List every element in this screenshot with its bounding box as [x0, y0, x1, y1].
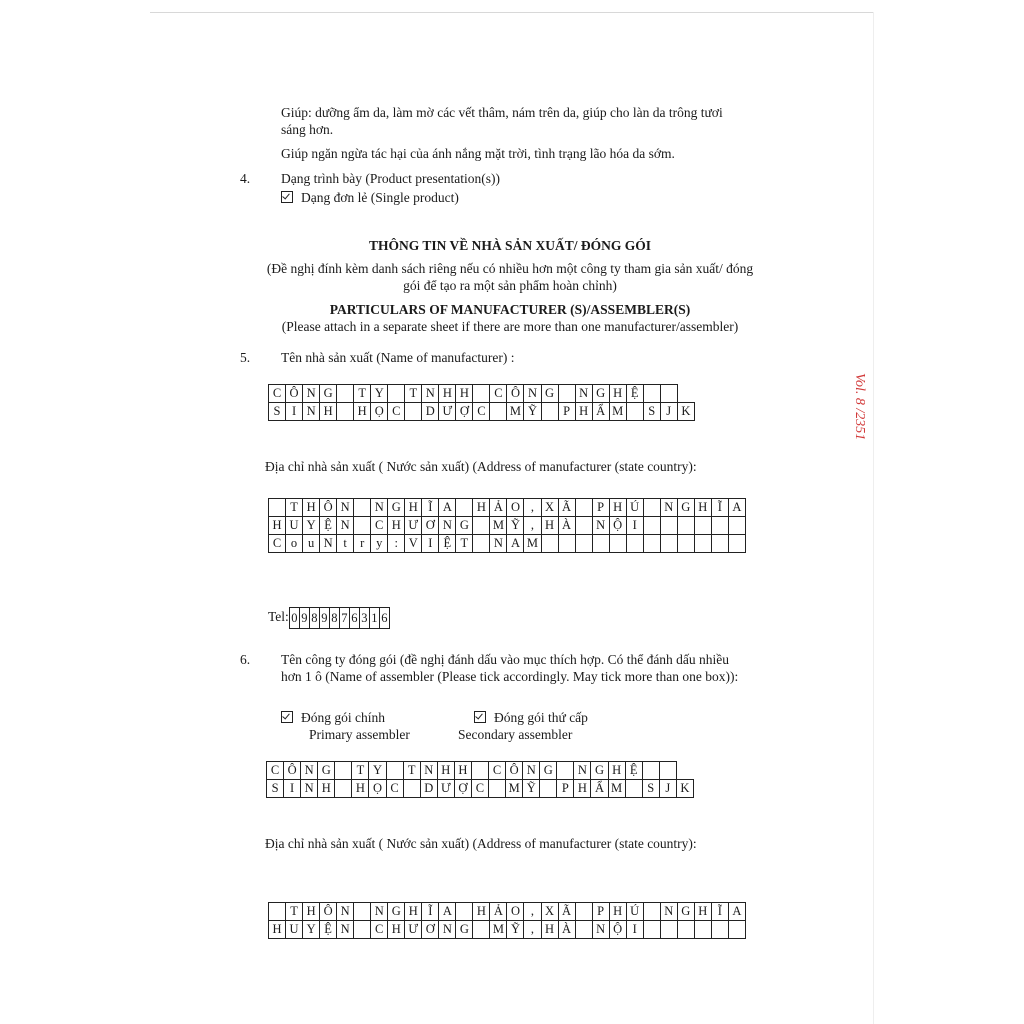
- grid-cell: C: [269, 535, 286, 553]
- grid-cell: A: [439, 499, 456, 517]
- grid-cell: [456, 499, 473, 517]
- grid-cell: N: [371, 903, 388, 921]
- section-note-en: (Please attach in a separate sheet if there are more than one manufacturer/assembler): [281, 319, 739, 334]
- grid-row: [269, 903, 746, 921]
- grid-cell: Ư: [405, 517, 422, 535]
- tel-digit: 6: [349, 608, 359, 629]
- item-4-number: 4.: [240, 171, 251, 186]
- grid-cell: Ư: [405, 921, 422, 939]
- grid-cell: G: [592, 385, 609, 403]
- grid-cell: t: [337, 535, 354, 553]
- grid-row: [269, 499, 746, 517]
- manufacturer-address-grid: [268, 498, 746, 553]
- section-title-vi: THÔNG TIN VỀ NHÀ SẢN XUẤT/ ĐÓNG GÓI: [369, 238, 651, 253]
- item-6-label-1: Tên công ty đóng gói (đề nghị đánh dấu vào mục thích hợp. Có thể đánh dấu nhiều: [281, 652, 730, 667]
- grid-cell: Ọ: [371, 403, 388, 421]
- grid-cell: [269, 903, 286, 921]
- grid-cell: A: [507, 535, 524, 553]
- grid-cell: C: [371, 517, 388, 535]
- grid-cell: G: [677, 903, 694, 921]
- page-edge: [150, 12, 874, 13]
- grid-cell: H: [354, 403, 371, 421]
- grid-cell: H: [608, 762, 625, 780]
- grid-cell: [609, 535, 626, 553]
- grid-cell: N: [301, 762, 318, 780]
- grid-cell: Ô: [284, 762, 301, 780]
- grid-cell: [403, 780, 420, 798]
- grid-cell: Ọ: [369, 780, 386, 798]
- grid-cell: [558, 535, 575, 553]
- grid-cell: H: [318, 780, 335, 798]
- grid-cell: C: [490, 385, 507, 403]
- grid-cell: N: [439, 517, 456, 535]
- grid-cell: Ĩ: [422, 903, 439, 921]
- primary-assembler-vi: Đóng gói chính: [301, 710, 385, 725]
- red-stamp: [846, 350, 876, 490]
- grid-cell: H: [694, 903, 711, 921]
- grid-cell: A: [728, 903, 745, 921]
- grid-cell: G: [388, 499, 405, 517]
- grid-cell: V: [405, 535, 422, 553]
- grid-cell: [643, 499, 660, 517]
- grid-cell: [625, 780, 642, 798]
- grid-cell: y: [371, 535, 388, 553]
- grid-cell: Ĩ: [711, 903, 728, 921]
- grid-cell: T: [456, 535, 473, 553]
- grid-cell: O: [507, 903, 524, 921]
- grid-cell: N: [337, 921, 354, 939]
- grid-cell: S: [267, 780, 284, 798]
- grid-cell: G: [456, 921, 473, 939]
- grid-cell: H: [541, 517, 558, 535]
- grid-cell: o: [286, 535, 303, 553]
- grid-cell: [694, 517, 711, 535]
- grid-cell: Ệ: [626, 385, 643, 403]
- secondary-assembler-vi: Đóng gói thứ cấp: [494, 710, 588, 725]
- grid-cell: Ỹ: [523, 780, 540, 798]
- grid-cell: G: [677, 499, 694, 517]
- grid-row: [269, 517, 746, 535]
- grid-cell: N: [337, 499, 354, 517]
- grid-cell: Ô: [320, 903, 337, 921]
- grid-cell: Ỹ: [507, 921, 524, 939]
- tel-field: [268, 607, 390, 629]
- grid-cell: Ợ: [454, 780, 471, 798]
- grid-cell: Ư: [439, 403, 456, 421]
- grid-cell: D: [420, 780, 437, 798]
- grid-cell: G: [541, 385, 558, 403]
- grid-cell: H: [609, 385, 626, 403]
- grid-cell: N: [439, 921, 456, 939]
- stamp-text: Vol. 8 /2351: [852, 373, 867, 441]
- grid-cell: [642, 762, 659, 780]
- grid-cell: [626, 535, 643, 553]
- grid-cell: [540, 780, 557, 798]
- grid-row: [269, 535, 746, 553]
- grid-cell: M: [524, 535, 541, 553]
- grid-cell: T: [403, 762, 420, 780]
- grid-cell: Ơ: [422, 517, 439, 535]
- grid-cell: T: [405, 385, 422, 403]
- grid-cell: [456, 903, 473, 921]
- tel-digit: 9: [299, 608, 309, 629]
- grid-cell: H: [574, 780, 591, 798]
- grid-cell: [337, 403, 354, 421]
- grid-cell: Y: [369, 762, 386, 780]
- grid-cell: H: [388, 517, 405, 535]
- grid-cell: N: [371, 499, 388, 517]
- grid-cell: [711, 921, 728, 939]
- grid-cell: P: [592, 499, 609, 517]
- grid-cell: J: [660, 403, 677, 421]
- grid-cell: [660, 535, 677, 553]
- grid-cell: [575, 535, 592, 553]
- grid-cell: N: [524, 385, 541, 403]
- item-4-option: [281, 189, 459, 206]
- grid-cell: [728, 921, 745, 939]
- grid-cell: [643, 921, 660, 939]
- grid-cell: U: [286, 517, 303, 535]
- primary-assembler-option: [281, 709, 385, 726]
- tel-digit: 6: [379, 608, 389, 629]
- grid-cell: Ẩ: [591, 780, 608, 798]
- grid-cell: I: [422, 535, 439, 553]
- grid-cell: H: [388, 921, 405, 939]
- grid-cell: N: [523, 762, 540, 780]
- grid-cell: Y: [303, 921, 320, 939]
- grid-cell: [592, 535, 609, 553]
- grid-cell: T: [352, 762, 369, 780]
- grid-cell: Ả: [490, 903, 507, 921]
- grid-cell: M: [490, 517, 507, 535]
- grid-cell: G: [540, 762, 557, 780]
- grid-cell: N: [592, 517, 609, 535]
- grid-cell: N: [303, 385, 320, 403]
- grid-cell: [694, 921, 711, 939]
- grid-cell: I: [286, 403, 303, 421]
- section-note-vi-2: gói để tạo ra một sản phẩm hoàn chỉnh): [403, 278, 617, 293]
- tel-label: Tel:: [268, 609, 289, 625]
- grid-cell: ,: [524, 903, 541, 921]
- benefit-line-1: Giúp: dưỡng ẩm da, làm mờ các vết thâm, nám trên da, giúp cho làn da trông tươi: [281, 105, 723, 120]
- assembler-address-grid: [268, 902, 746, 939]
- grid-cell: [337, 385, 354, 403]
- grid-cell: [473, 921, 490, 939]
- grid-cell: S: [643, 403, 660, 421]
- grid-cell: [728, 517, 745, 535]
- grid-cell: [386, 762, 403, 780]
- grid-cell: [575, 517, 592, 535]
- item-5-number: 5.: [240, 350, 251, 365]
- primary-assembler-en: Primary assembler: [309, 727, 410, 742]
- checkbox-checked-icon[interactable]: [281, 711, 293, 723]
- grid-cell: H: [541, 921, 558, 939]
- grid-cell: Ĩ: [422, 499, 439, 517]
- grid-cell: C: [371, 921, 388, 939]
- grid-cell: [269, 499, 286, 517]
- grid-cell: [557, 762, 574, 780]
- grid-cell: H: [269, 921, 286, 939]
- grid-cell: Ệ: [625, 762, 642, 780]
- grid-cell: [660, 921, 677, 939]
- section-note-vi-1: (Đề nghị đính kèm danh sách riêng nếu có nhiều hơn một công ty tham gia sản xuất/ đóng: [266, 261, 754, 276]
- grid-cell: [711, 535, 728, 553]
- grid-cell: H: [454, 762, 471, 780]
- grid-cell: G: [318, 762, 335, 780]
- grid-cell: N: [337, 517, 354, 535]
- item-6-number: 6.: [240, 652, 251, 667]
- grid-cell: [660, 517, 677, 535]
- grid-cell: C: [388, 403, 405, 421]
- grid-cell: [575, 499, 592, 517]
- grid-cell: Ã: [558, 903, 575, 921]
- grid-cell: I: [626, 921, 643, 939]
- grid-cell: [659, 762, 676, 780]
- grid-cell: [471, 762, 488, 780]
- grid-cell: [354, 903, 371, 921]
- grid-cell: I: [284, 780, 301, 798]
- grid-cell: Y: [303, 517, 320, 535]
- grid-cell: [354, 517, 371, 535]
- grid-cell: H: [269, 517, 286, 535]
- grid-cell: Ã: [558, 499, 575, 517]
- tel-digit: 1: [369, 608, 379, 629]
- grid-cell: [643, 535, 660, 553]
- grid-cell: u: [303, 535, 320, 553]
- grid-cell: N: [575, 385, 592, 403]
- grid-cell: T: [286, 903, 303, 921]
- grid-cell: H: [473, 499, 490, 517]
- grid-cell: J: [659, 780, 676, 798]
- grid-row: [269, 403, 695, 421]
- grid-cell: Ệ: [439, 535, 456, 553]
- item-5-label: Tên nhà sản xuất (Name of manufacturer) :: [281, 350, 515, 365]
- grid-cell: Ư: [437, 780, 454, 798]
- grid-cell: N: [301, 780, 318, 798]
- grid-cell: Ú: [626, 903, 643, 921]
- grid-cell: [489, 780, 506, 798]
- grid-cell: H: [439, 385, 456, 403]
- grid-row: [267, 762, 694, 780]
- grid-cell: P: [592, 903, 609, 921]
- grid-cell: M: [506, 780, 523, 798]
- grid-cell: [660, 385, 677, 403]
- grid-cell: X: [541, 499, 558, 517]
- grid-cell: N: [660, 499, 677, 517]
- grid-cell: [354, 499, 371, 517]
- grid-cell: N: [422, 385, 439, 403]
- manufacturer-name-grid: [268, 384, 695, 421]
- grid-cell: Ô: [286, 385, 303, 403]
- grid-cell: S: [642, 780, 659, 798]
- grid-cell: [473, 535, 490, 553]
- tel-digit: 8: [309, 608, 319, 629]
- grid-cell: [677, 921, 694, 939]
- grid-cell: Y: [371, 385, 388, 403]
- benefit-line-3: Giúp ngăn ngừa tác hại của ánh nắng mặt trời, tình trạng lão hóa da sớm.: [281, 146, 675, 161]
- grid-cell: Ẩ: [592, 403, 609, 421]
- grid-cell: N: [320, 535, 337, 553]
- grid-cell: C: [473, 403, 490, 421]
- grid-cell: H: [575, 403, 592, 421]
- grid-cell: H: [352, 780, 369, 798]
- grid-cell: H: [437, 762, 454, 780]
- tel-digit: 7: [339, 608, 349, 629]
- grid-cell: [354, 921, 371, 939]
- grid-cell: H: [405, 499, 422, 517]
- grid-cell: [575, 903, 592, 921]
- grid-cell: H: [320, 403, 337, 421]
- tel-digit: 0: [289, 608, 299, 629]
- single-product-label: Dạng đơn lẻ (Single product): [301, 190, 459, 205]
- checkbox-checked-icon[interactable]: [474, 711, 486, 723]
- grid-cell: [711, 517, 728, 535]
- grid-cell: Ĩ: [711, 499, 728, 517]
- grid-cell: ,: [524, 517, 541, 535]
- tel-digit-grid: [289, 607, 390, 629]
- grid-cell: [541, 535, 558, 553]
- grid-cell: M: [608, 780, 625, 798]
- grid-cell: I: [626, 517, 643, 535]
- grid-cell: A: [439, 903, 456, 921]
- grid-cell: G: [591, 762, 608, 780]
- benefit-line-2: sáng hơn.: [281, 122, 334, 137]
- grid-cell: G: [388, 903, 405, 921]
- grid-cell: [677, 535, 694, 553]
- grid-row: [269, 921, 746, 939]
- grid-cell: Ô: [320, 499, 337, 517]
- grid-cell: [677, 517, 694, 535]
- grid-cell: H: [303, 903, 320, 921]
- grid-cell: r: [354, 535, 371, 553]
- grid-cell: N: [420, 762, 437, 780]
- grid-cell: X: [541, 903, 558, 921]
- grid-cell: S: [269, 403, 286, 421]
- grid-cell: T: [354, 385, 371, 403]
- grid-cell: Ô: [506, 762, 523, 780]
- grid-cell: A: [728, 499, 745, 517]
- grid-cell: G: [456, 517, 473, 535]
- grid-cell: N: [592, 921, 609, 939]
- grid-cell: D: [422, 403, 439, 421]
- grid-cell: Ộ: [609, 921, 626, 939]
- secondary-assembler-en: Secondary assembler: [458, 727, 573, 742]
- grid-cell: C: [489, 762, 506, 780]
- grid-cell: Ệ: [320, 517, 337, 535]
- grid-cell: N: [660, 903, 677, 921]
- grid-cell: Ỹ: [524, 403, 541, 421]
- grid-cell: ,: [524, 921, 541, 939]
- grid-cell: [473, 385, 490, 403]
- grid-cell: [728, 535, 745, 553]
- grid-cell: N: [337, 903, 354, 921]
- page-edge-right: [873, 12, 874, 1024]
- grid-cell: N: [490, 535, 507, 553]
- grid-cell: M: [490, 921, 507, 939]
- grid-cell: P: [558, 403, 575, 421]
- grid-cell: [643, 385, 660, 403]
- grid-cell: [643, 517, 660, 535]
- grid-cell: ,: [524, 499, 541, 517]
- grid-row: [267, 780, 694, 798]
- grid-cell: H: [694, 499, 711, 517]
- grid-cell: [473, 517, 490, 535]
- grid-cell: H: [609, 903, 626, 921]
- assembler-name-grid: [266, 761, 694, 798]
- grid-cell: K: [676, 780, 693, 798]
- grid-cell: N: [303, 403, 320, 421]
- grid-cell: C: [269, 385, 286, 403]
- grid-cell: C: [267, 762, 284, 780]
- section-title-en: PARTICULARS OF MANUFACTURER (S)/ASSEMBLER(S): [329, 302, 691, 317]
- grid-cell: [490, 403, 507, 421]
- grid-cell: [575, 921, 592, 939]
- checkbox-checked-icon[interactable]: [281, 191, 293, 203]
- grid-cell: N: [574, 762, 591, 780]
- grid-cell: T: [286, 499, 303, 517]
- grid-cell: H: [473, 903, 490, 921]
- grid-cell: H: [456, 385, 473, 403]
- tel-digit: 9: [319, 608, 329, 629]
- grid-cell: G: [320, 385, 337, 403]
- grid-cell: Ơ: [422, 921, 439, 939]
- grid-cell: O: [507, 499, 524, 517]
- assembler-address-label: Địa chỉ nhà sản xuất ( Nước sản xuất) (Address of manufacturer (state country):: [265, 836, 697, 851]
- grid-cell: [335, 780, 352, 798]
- grid-cell: [558, 385, 575, 403]
- grid-cell: À: [558, 517, 575, 535]
- grid-cell: Ú: [626, 499, 643, 517]
- secondary-assembler-option: [474, 709, 588, 726]
- item-4-label: Dạng trình bày (Product presentation(s)): [281, 171, 500, 186]
- grid-cell: Ợ: [456, 403, 473, 421]
- grid-cell: C: [386, 780, 403, 798]
- grid-cell: Ỹ: [507, 517, 524, 535]
- grid-cell: P: [557, 780, 574, 798]
- grid-cell: C: [471, 780, 488, 798]
- grid-cell: Ả: [490, 499, 507, 517]
- grid-cell: À: [558, 921, 575, 939]
- tel-digit: 8: [329, 608, 339, 629]
- item-6-label-2: hơn 1 ô (Name of assembler (Please tick accordingly. May tick more than one box)):: [281, 669, 739, 684]
- grid-cell: :: [388, 535, 405, 553]
- grid-cell: [643, 903, 660, 921]
- grid-cell: [335, 762, 352, 780]
- grid-cell: Ệ: [320, 921, 337, 939]
- grid-cell: U: [286, 921, 303, 939]
- grid-cell: K: [677, 403, 694, 421]
- grid-row: [269, 385, 695, 403]
- grid-cell: M: [507, 403, 524, 421]
- grid-cell: [388, 385, 405, 403]
- grid-cell: H: [303, 499, 320, 517]
- grid-cell: Ộ: [609, 517, 626, 535]
- tel-digit: 3: [359, 608, 369, 629]
- grid-cell: H: [609, 499, 626, 517]
- grid-cell: Ô: [507, 385, 524, 403]
- grid-cell: [694, 535, 711, 553]
- grid-cell: H: [405, 903, 422, 921]
- grid-cell: [541, 403, 558, 421]
- manufacturer-address-label: Địa chỉ nhà sản xuất ( Nước sản xuất) (Address of manufacturer (state country):: [265, 459, 697, 474]
- grid-cell: [626, 403, 643, 421]
- grid-cell: M: [609, 403, 626, 421]
- grid-cell: [405, 403, 422, 421]
